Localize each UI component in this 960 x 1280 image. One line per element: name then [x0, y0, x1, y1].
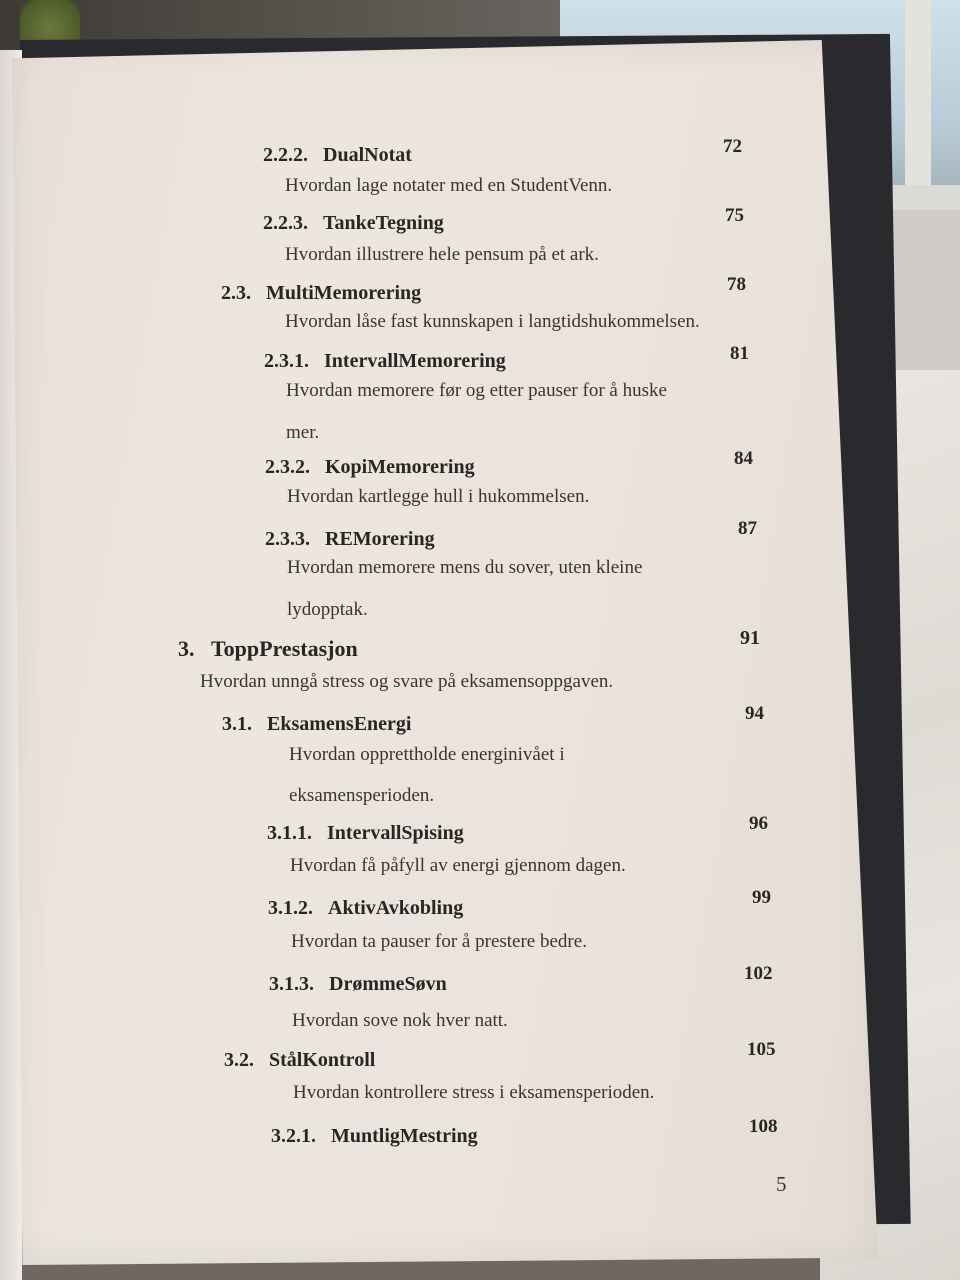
- section-description: Hvordan få påfyll av energi gjennom dagen.: [290, 855, 626, 876]
- section-number: 2.3.: [221, 282, 251, 304]
- toc-entry-heading: [269, 974, 447, 994]
- toc-entry-heading: [224, 1050, 375, 1070]
- toc-entry-heading: [268, 898, 463, 918]
- section-number: 3.1.: [222, 713, 252, 735]
- section-description: Hvordan unngå stress og svare på eksamensoppgaven.: [200, 671, 614, 692]
- toc-entry-heading: [263, 213, 444, 233]
- section-number: 2.3.2.: [265, 456, 310, 478]
- toc-entry-heading: [178, 638, 358, 660]
- section-number: 3.2.1.: [271, 1125, 316, 1147]
- page-ref: 99: [752, 887, 771, 908]
- section-title: StålKontroll: [269, 1049, 376, 1071]
- section-number: 2.2.3.: [263, 212, 308, 234]
- section-description: Hvordan ta pauser for å prestere bedre.: [291, 931, 587, 952]
- section-title: TankeTegning: [323, 212, 444, 234]
- section-title: ToppPrestasjon: [211, 636, 358, 661]
- page-ref: 81: [730, 343, 749, 364]
- section-number: 3.2.: [224, 1049, 254, 1071]
- page-ref: 105: [747, 1039, 776, 1060]
- page-ref: 78: [727, 274, 746, 295]
- section-description: eksamensperioden.: [289, 785, 435, 806]
- section-description: Hvordan låse fast kunnskapen i langtidshukommelsen.: [285, 311, 700, 332]
- page-ref: 72: [723, 136, 742, 157]
- section-description: Hvordan kartlegge hull i hukommelsen.: [287, 486, 590, 507]
- toc-entry-heading: [263, 145, 412, 165]
- section-description: Hvordan memorere mens du sover, uten kleine: [287, 557, 643, 578]
- toc-entry-heading: [221, 283, 421, 303]
- section-number: 2.3.3.: [265, 528, 310, 550]
- section-title: MuntligMestring: [331, 1125, 478, 1147]
- page-ref: 87: [738, 518, 757, 539]
- page-ref: 75: [725, 205, 744, 226]
- toc-entry-heading: [267, 823, 464, 843]
- section-number: 2.2.2.: [263, 144, 308, 166]
- section-title: REMorering: [325, 528, 435, 550]
- section-description: mer.: [286, 422, 320, 443]
- toc-entry-heading: [265, 529, 435, 549]
- section-description: Hvordan kontrollere stress i eksamensperioden.: [293, 1082, 655, 1103]
- section-description: lydopptak.: [287, 599, 368, 620]
- toc-entry-heading: [264, 351, 506, 371]
- section-title: IntervallMemorering: [324, 350, 506, 372]
- section-title: MultiMemorering: [266, 282, 422, 304]
- section-number: 3.1.1.: [267, 822, 312, 844]
- page-ref: 102: [744, 963, 773, 984]
- toc-entry-heading: [271, 1126, 478, 1146]
- section-number: 3.: [178, 636, 195, 661]
- section-number: 3.1.2.: [268, 897, 313, 919]
- section-title: EksamensEnergi: [267, 713, 412, 735]
- section-description: Hvordan sove nok hver natt.: [292, 1010, 508, 1031]
- section-title: DrømmeSøvn: [329, 973, 447, 995]
- toc-entry-heading: [222, 714, 411, 734]
- page-ref: 94: [745, 703, 764, 724]
- section-description: Hvordan lage notater med en StudentVenn.: [285, 175, 613, 196]
- section-description: Hvordan memorere før og etter pauser for å huske: [286, 380, 667, 401]
- section-description: Hvordan illustrere hele pensum på et ark.: [285, 244, 599, 265]
- section-number: 2.3.1.: [264, 350, 309, 372]
- section-title: IntervallSpising: [327, 822, 464, 844]
- page-ref: 108: [749, 1116, 778, 1137]
- page-ref: 96: [749, 813, 768, 834]
- section-number: 3.1.3.: [269, 973, 314, 995]
- page-number: 5: [776, 1172, 787, 1196]
- page-ref: 84: [734, 448, 753, 469]
- section-title: AktivAvkobling: [328, 897, 464, 919]
- page-ref: 91: [740, 627, 760, 649]
- section-description: Hvordan opprettholde energinivået i: [289, 744, 565, 765]
- section-title: KopiMemorering: [325, 456, 475, 478]
- toc-entry-heading: [265, 457, 475, 477]
- section-title: DualNotat: [323, 144, 412, 166]
